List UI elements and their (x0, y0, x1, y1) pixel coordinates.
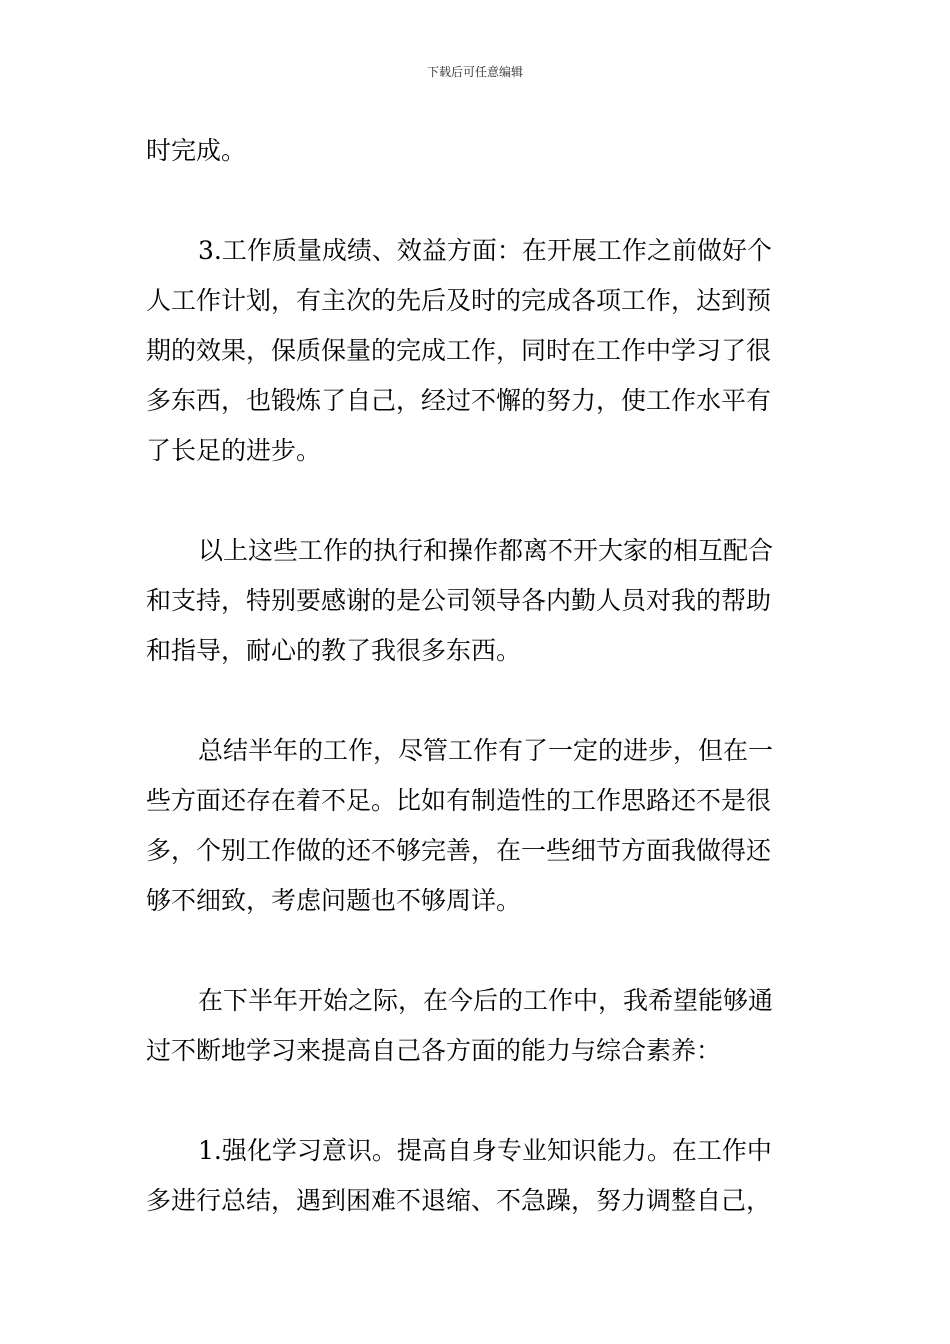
text-line: 过不断地学习来提高自己各方面的能力与综合素养： (146, 1036, 722, 1065)
paragraph-2 (146, 226, 806, 476)
text-line: 多东西，也锻炼了自己，经过不懈的努力，使工作水平有 (146, 386, 772, 415)
text-line: 和支持，特别要感谢的是公司领导各内勤人员对我的帮助 (146, 586, 772, 615)
paragraph-4 (146, 726, 806, 926)
text-line: 时完成。 (146, 136, 247, 165)
text-line: 1.强化学习意识。提高自身专业知识能力。在工作中 (198, 1136, 772, 1165)
paragraph-gap (146, 926, 806, 976)
text-line: 多进行总结，遇到困难不退缩、不急躁，努力调整自己， (146, 1186, 772, 1215)
text-line: 了长足的进步。 (146, 436, 322, 465)
paragraph-gap (146, 176, 806, 226)
paragraph-3 (146, 526, 806, 676)
paragraph-6 (146, 1126, 806, 1226)
text-line: 些方面还存在着不足。比如有制造性的工作思路还不是很 (146, 786, 772, 815)
document-body (146, 126, 806, 1226)
text-line: 在下半年开始之际，在今后的工作中，我希望能够通 (198, 986, 774, 1015)
text-line: 人工作计划，有主次的先后及时的完成各项工作，达到预 (146, 286, 772, 315)
paragraph-gap (146, 476, 806, 526)
text-line: 期的效果，保质保量的完成工作，同时在工作中学习了很 (146, 336, 772, 365)
text-line: 够不细致，考虑问题也不够周详。 (146, 886, 522, 915)
paragraph-gap (146, 1076, 806, 1126)
paragraph-gap (146, 676, 806, 726)
text-line: 以上这些工作的执行和操作都离不开大家的相互配合 (198, 536, 774, 565)
text-line: 多，个别工作做的还不够完善，在一些细节方面我做得还 (146, 836, 772, 865)
paragraph-5 (146, 976, 806, 1076)
text-line: 3.工作质量成绩、效益方面：在开展工作之前做好个 (198, 236, 772, 265)
text-line: 总结半年的工作，尽管工作有了一定的进步，但在一 (198, 736, 774, 765)
page-header: 下载后可任意编辑 (426, 65, 523, 79)
paragraph-1 (146, 126, 806, 176)
text-line: 和指导，耐心的教了我很多东西。 (146, 636, 522, 665)
